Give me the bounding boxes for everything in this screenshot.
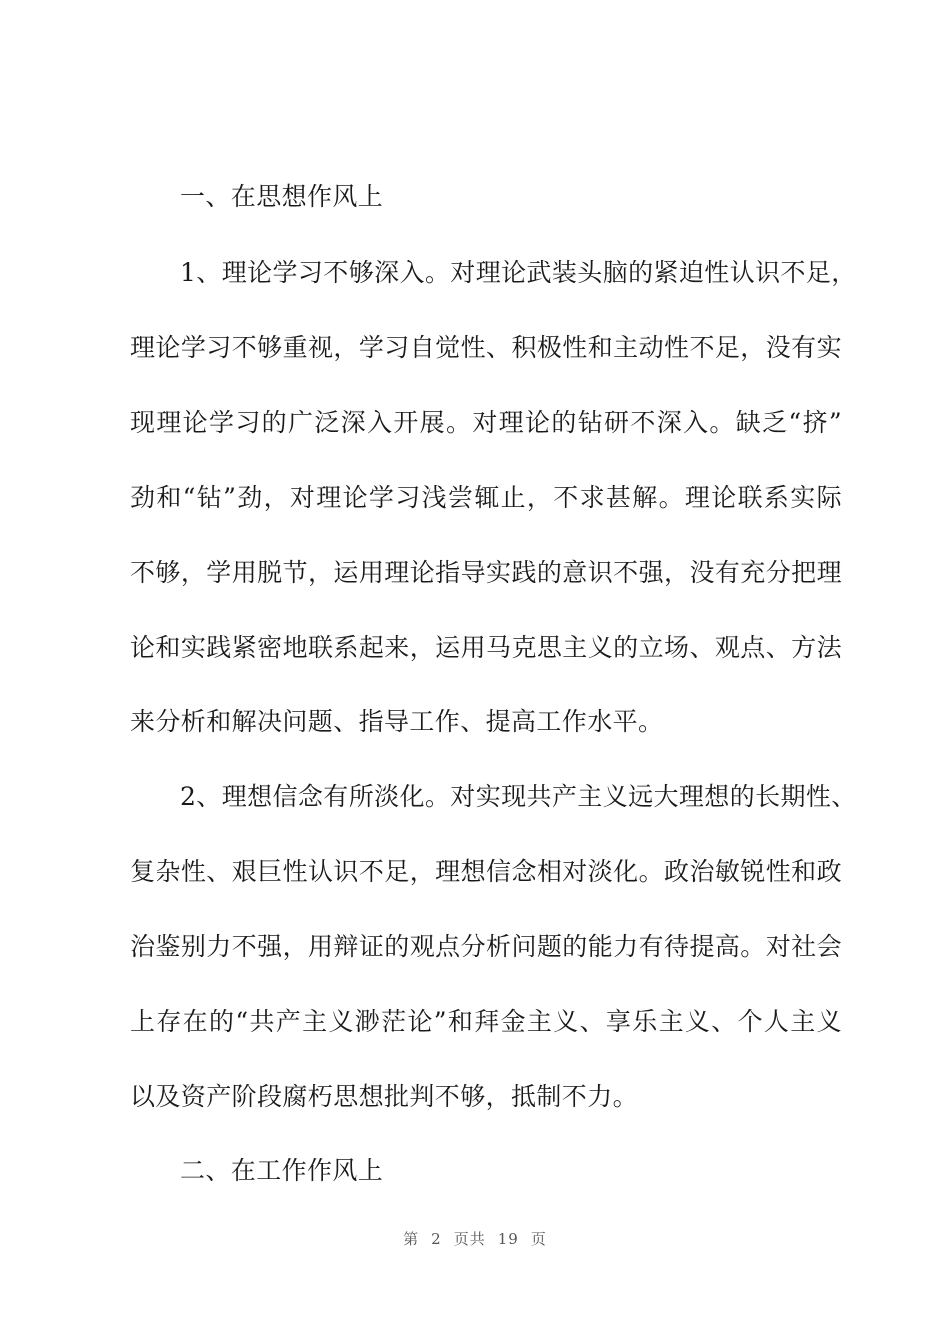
paragraph-2-line-5: 以及资产阶段腐朽思想批判不够，抵制不力。 — [130, 1082, 639, 1111]
footer-middle: 页共 — [453, 1230, 486, 1248]
footer-suffix: 页 — [530, 1230, 547, 1248]
paragraph-1-line-3: 现理论学习的广泛深入开展。对理论的钻研不深入。缺乏“挤” — [130, 408, 842, 437]
paragraph-1-line-5: 不够，学用脱节，运用理论指导实践的意识不强，没有充分把理 — [130, 558, 842, 587]
footer-total-pages: 19 — [497, 1230, 519, 1248]
footer-prefix: 第 — [403, 1230, 420, 1248]
paragraph-2-line-3: 治鉴别力不强，用辩证的观点分析问题的能力有待提高。对社会 — [130, 932, 842, 961]
paragraph-1-line-2: 理论学习不够重视，学习自觉性、积极性和主动性不足，没有实 — [130, 333, 842, 362]
paragraph-2-line-4: 上存在的“共产主义渺茫论”和拜金主义、享乐主义、个人主义 — [130, 1007, 842, 1036]
section-heading-1: 一、在思想作风上 — [180, 182, 384, 211]
paragraph-1-line-7: 来分析和解决问题、指导工作、提高工作水平。 — [130, 707, 664, 736]
paragraph-2-line-1: 2、理想信念有所淡化。对实现共产主义远大理想的长期性、 — [180, 782, 857, 811]
footer-page-number: 2 — [431, 1230, 442, 1248]
page-footer — [0, 1228, 950, 1249]
paragraph-1-line-4: 劲和“钻”劲，对理论学习浅尝辄止，不求甚解。理论联系实际 — [130, 483, 842, 512]
paragraph-1-line-1: 1、理论学习不够深入。对理论武装头脑的紧迫性认识不足， — [180, 258, 857, 287]
paragraph-1-line-6: 论和实践紧密地联系起来，运用马克思主义的立场、观点、方法 — [130, 633, 842, 662]
section-heading-2: 二、在工作作风上 — [180, 1156, 384, 1185]
paragraph-2-line-2: 复杂性、艰巨性认识不足，理想信念相对淡化。政治敏锐性和政 — [130, 857, 842, 886]
